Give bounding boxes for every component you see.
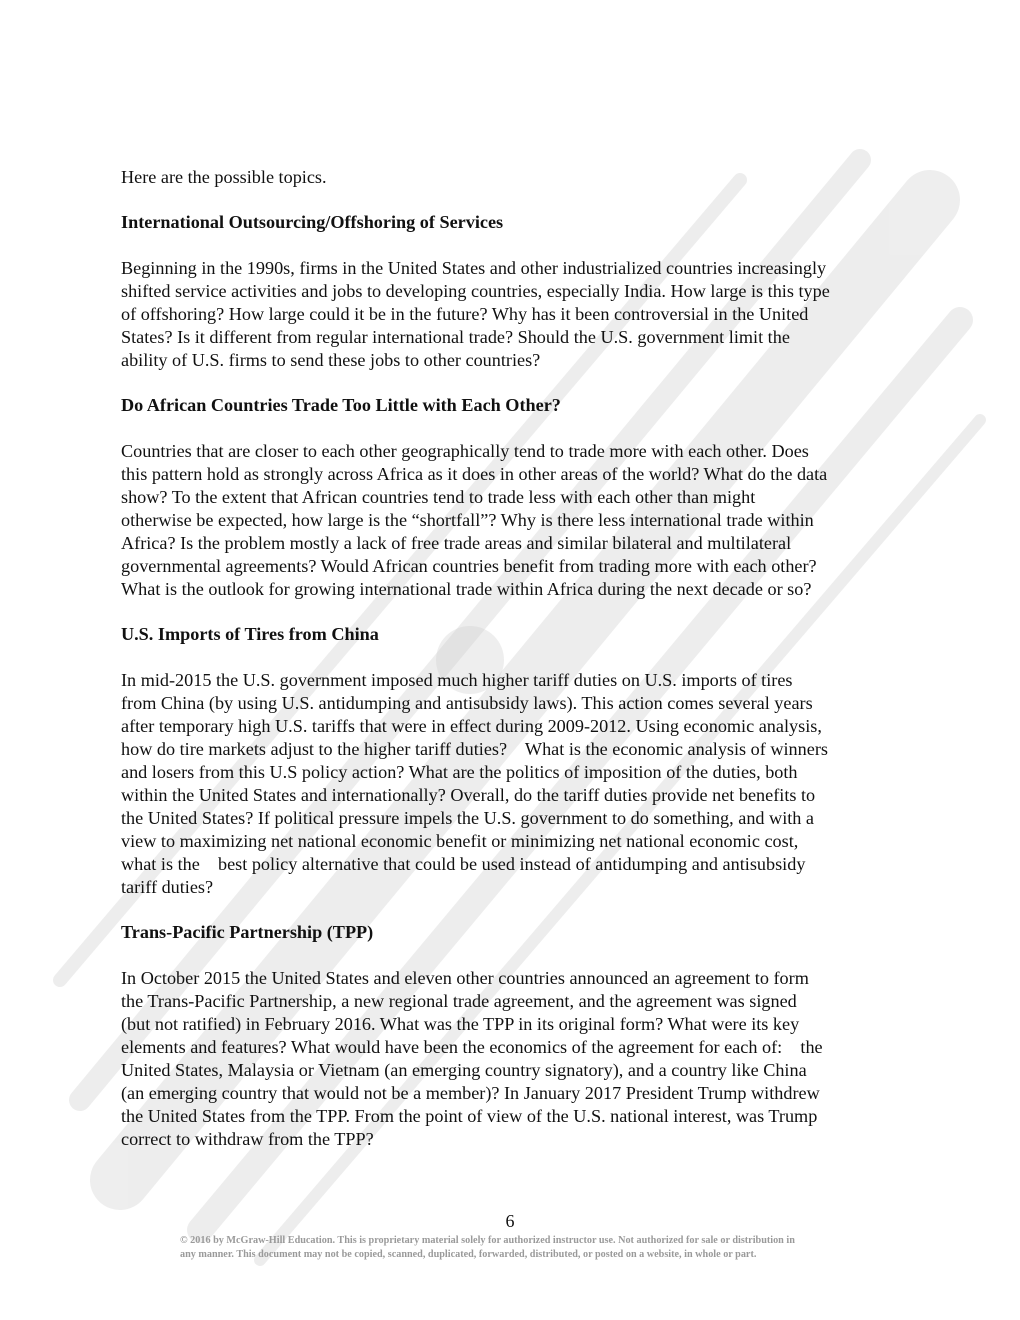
text-line: What is the outlook for growing international trade within Africa during the next decade or so?	[121, 579, 812, 599]
copyright-line: © 2016 by McGraw-Hill Education. This is proprietary material solely for authorized instructor use. Not authorized for sale or distribution in	[180, 1235, 795, 1246]
text-line: the United States from the TPP. From the point of view of the U.S. national interest, was Trump	[121, 1106, 818, 1126]
text-line: from China (by using U.S. antidumping and antisubsidy laws). This action comes several years	[121, 693, 813, 713]
section-paragraph	[121, 669, 911, 899]
copyright-notice	[180, 1234, 900, 1261]
text-line: the Trans-Pacific Partnership, a new regional trade agreement, and the agreement was signed	[121, 991, 797, 1011]
text-line: In mid-2015 the U.S. government imposed much higher tariff duties on U.S. imports of tires	[121, 670, 793, 690]
text-line: tariff duties?	[121, 877, 214, 897]
section-paragraph	[121, 257, 911, 372]
section-heading: Trans-Pacific Partnership (TPP)	[121, 922, 374, 942]
section-paragraph	[121, 440, 911, 601]
text-line: of offshoring? How large could it be in the future? Why has it been controversial in the United	[121, 304, 809, 324]
text-line: view to maximizing net national economic benefit or minimizing net national economic cost,	[121, 831, 799, 851]
text-line: the United States? If political pressure impels the U.S. government to do something, and with a	[121, 808, 815, 828]
text-line: elements and features? What would have been the economics of the agreement for each of: the	[121, 1037, 823, 1057]
text-line: and losers from this U.S policy action? What are the politics of imposition of the duties, both	[121, 762, 798, 782]
text-line: within the United States and internationally? Overall, do the tariff duties provide net benefits to	[121, 785, 816, 805]
text-line: correct to withdraw from the TPP?	[121, 1129, 374, 1149]
text-line: what is the best policy alternative that could be used instead of antidumping and antisubsidy	[121, 854, 806, 874]
text-line: show? To the extent that African countries tend to trade less with each other than might	[121, 487, 756, 507]
text-line: Countries that are closer to each other geographically tend to trade more with each other. Does	[121, 441, 809, 461]
intro-text: Here are the possible topics.	[121, 167, 327, 187]
text-line: after temporary high U.S. tariffs that were in effect during 2009-2012. Using economic analysis,	[121, 716, 822, 736]
section-paragraph	[121, 967, 911, 1151]
text-line: this pattern hold as strongly across Africa as it does in other areas of the world? What do the data	[121, 464, 828, 484]
text-line: In October 2015 the United States and eleven other countries announced an agreement to form	[121, 968, 809, 988]
text-line: otherwise be expected, how large is the “shortfall”? Why is there less international trade within	[121, 510, 814, 530]
text-line: (but not ratified) in February 2016. What was the TPP in its original form? What were its key	[121, 1014, 800, 1034]
section-offshoring	[121, 211, 911, 372]
text-line: ability of U.S. firms to send these jobs to other countries?	[121, 350, 541, 370]
section-tires-china	[121, 623, 911, 899]
section-heading: Do African Countries Trade Too Little with Each Other?	[121, 395, 561, 415]
text-line: United States, Malaysia or Vietnam (an emerging country signatory), and a country like China	[121, 1060, 807, 1080]
section-tpp	[121, 921, 911, 1151]
text-line: governmental agreements? Would African countries benefit from trading more with each other?	[121, 556, 817, 576]
section-heading: International Outsourcing/Offshoring of Services	[121, 212, 504, 232]
page-number: 6	[505, 1211, 515, 1231]
copyright-line: any manner. This document may not be copied, scanned, duplicated, forwarded, distributed, or posted on a website, in whole or part.	[180, 1248, 757, 1260]
text-line: Beginning in the 1990s, firms in the United States and other industrialized countries increasingly	[121, 258, 827, 278]
text-line: (an emerging country that would not be a member)? In January 2017 President Trump withdrew	[121, 1083, 820, 1103]
document-body	[121, 166, 911, 1173]
text-line: shifted service activities and jobs to developing countries, especially India. How large is this type	[121, 281, 830, 301]
text-line: Africa? Is the problem mostly a lack of free trade areas and similar bilateral and multilateral	[121, 533, 792, 553]
section-african-trade	[121, 394, 911, 601]
text-line: how do tire markets adjust to the higher tariff duties? What is the economic analysis of winners	[121, 739, 828, 759]
text-line: States? Is it different from regular international trade? Should the U.S. government limit the	[121, 327, 790, 347]
section-heading: U.S. Imports of Tires from China	[121, 624, 379, 644]
